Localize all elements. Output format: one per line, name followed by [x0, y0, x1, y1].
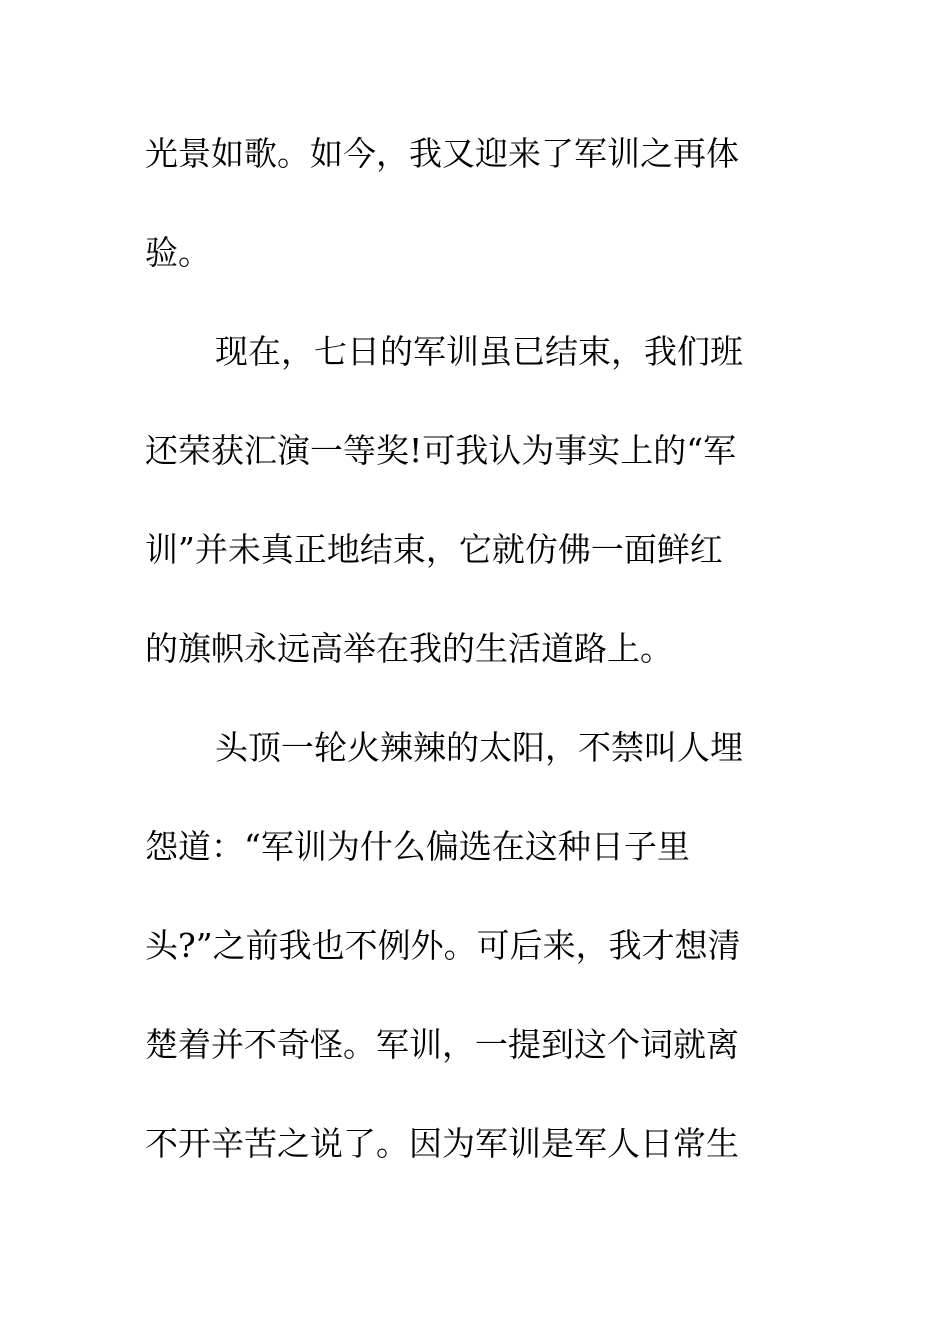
text-line: 不开辛苦之说了。因为军训是军人日常生 [145, 1124, 739, 1163]
text-line: 还荣获汇演一等奖!可我认为事实上的“军 [145, 431, 737, 470]
text-line: 怨道：“军训为什么偏选在这种日子里 [145, 827, 690, 866]
text-line: 的旗帜永远高举在我的生活道路上。 [145, 629, 673, 668]
text-line: 验。 [145, 233, 211, 272]
text-line: 楚着并不奇怪。军训，一提到这个词就离 [145, 1025, 739, 1064]
text-line: 光景如歌。如今，我又迎来了军训之再体 [145, 134, 739, 173]
body-text [145, 126, 825, 1215]
text-line: 训”并未真正地结束，它就仿佛一面鲜红 [145, 530, 723, 569]
text-line: 头?”之前我也不例外。可后来，我才想清 [145, 926, 741, 965]
paragraph-first-line: 头顶一轮火辣辣的太阳，不禁叫人埋 [215, 728, 743, 767]
paragraph-first-line: 现在，七日的军训虽已结束，我们班 [215, 332, 743, 371]
